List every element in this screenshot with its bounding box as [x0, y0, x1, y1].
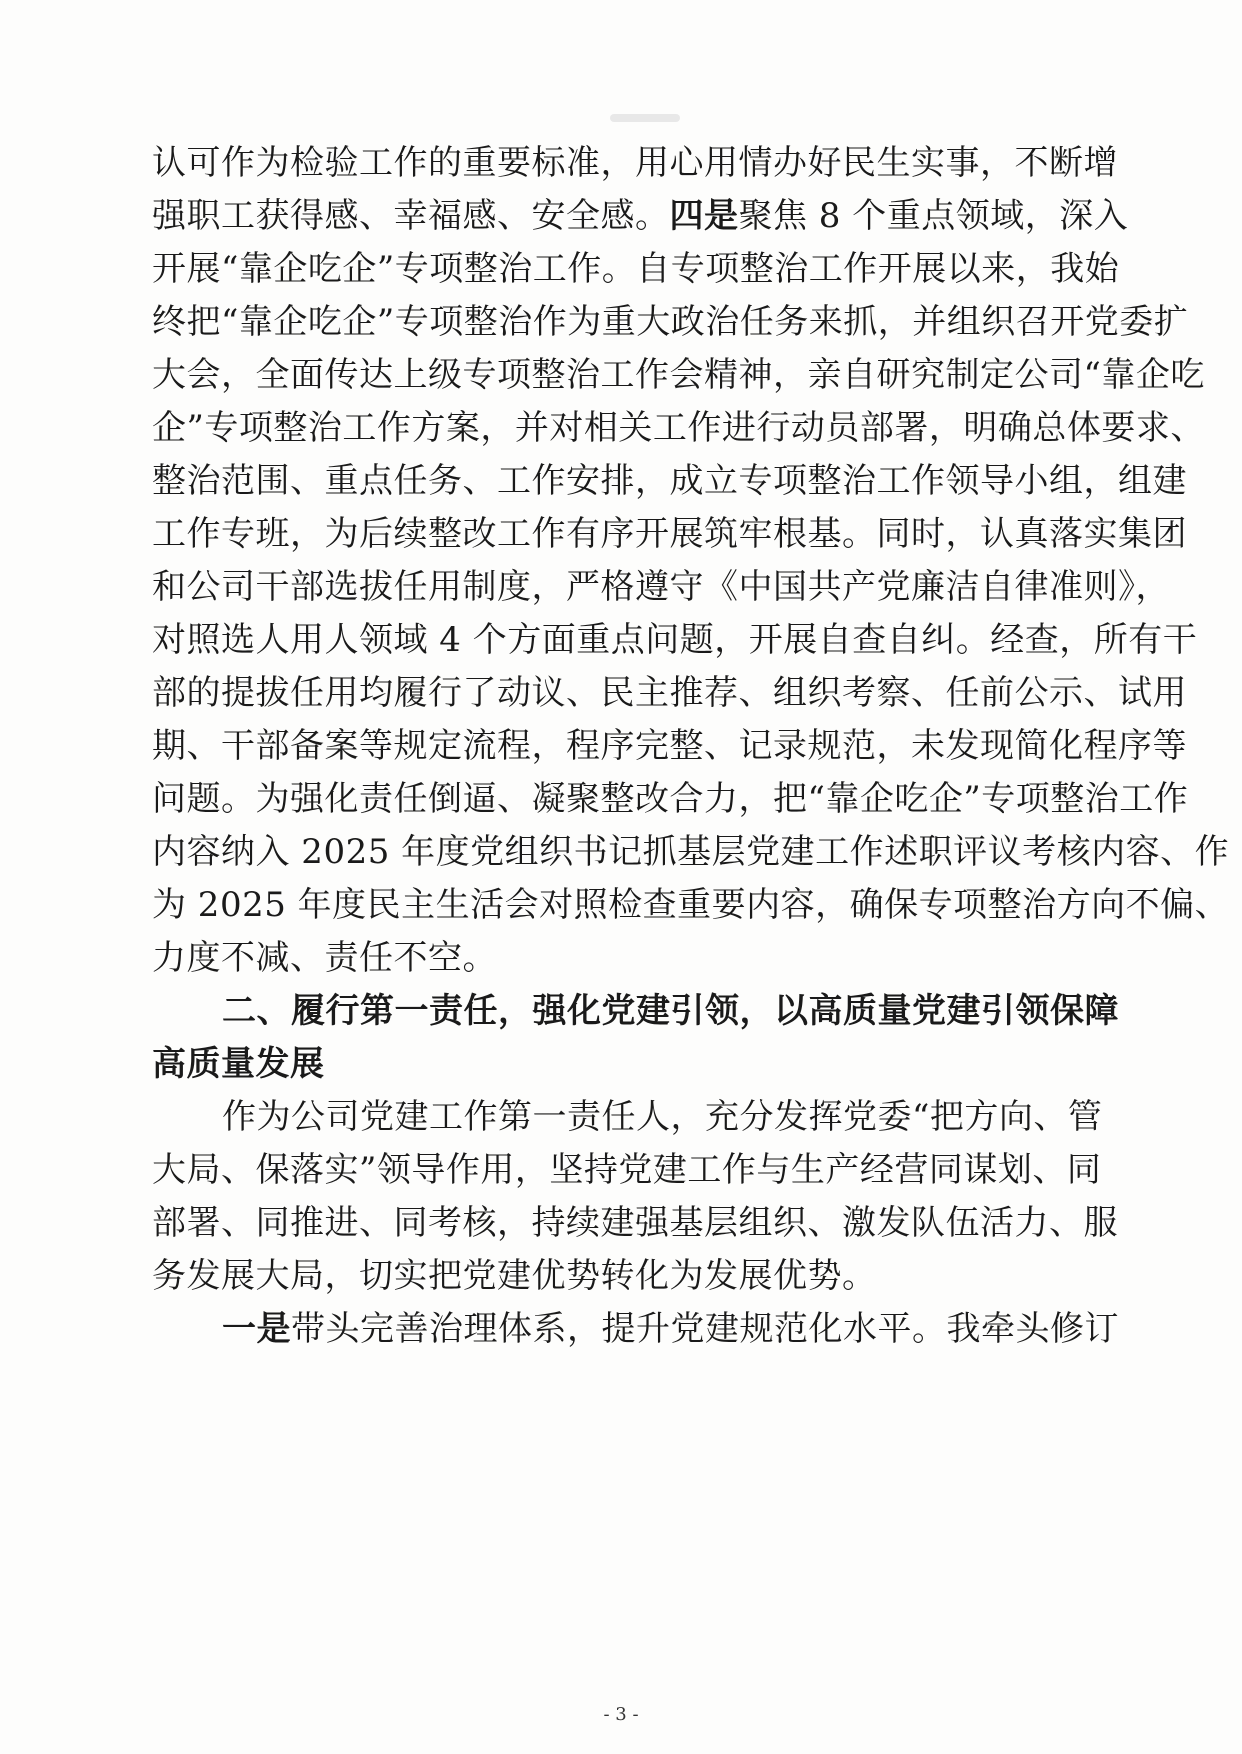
- section-heading-line-1: 二、履行第一责任，强化党建引领，以高质量党建引领保障: [222, 991, 1119, 1031]
- para2-line-2: 大局、保落实”领导作用，坚持党建工作与生产经营同谋划、同: [152, 1150, 1102, 1190]
- body-line-3: 开展“靠企吃企”专项整治工作。自专项整治工作开展以来，我始: [152, 249, 1120, 289]
- body-line-9: 和公司干部选拔任用制度，严格遵守《中国共产党廉洁自律准则》，: [152, 567, 1170, 607]
- body-line-2: [152, 194, 1129, 238]
- body-line-13: 问题。为强化责任倒逼、凝聚整改合力，把“靠企吃企”专项整治工作: [152, 779, 1189, 819]
- body-line-1: 认可作为检验工作的重要标准，用心用情办好民生实事，不断增: [152, 143, 1118, 183]
- body-line-6: 企”专项整治工作方案，并对相关工作进行动员部署，明确总体要求、: [152, 408, 1205, 448]
- body-line-5: 大会，全面传达上级专项整治工作会精神，亲自研究制定公司“靠企吃: [152, 355, 1205, 395]
- body-line-7: 整治范围、重点任务、工作安排，成立专项整治工作领导小组，组建: [152, 461, 1187, 501]
- para2-line-1: 作为公司党建工作第一责任人，充分发挥党委“把方向、管: [222, 1097, 1103, 1137]
- body-line-11: 部的提拔任用均履行了动议、民主推荐、组织考察、任前公示、试用: [152, 673, 1187, 713]
- body-line-16: 力度不减、责任不空。: [152, 938, 497, 978]
- para2-line-4: 务发展大局，切实把党建优势转化为发展优势。: [152, 1256, 877, 1296]
- para3-line-1-rest: 带头完善治理体系，提升党建规范化水平。我牵头修订: [291, 1309, 1119, 1349]
- body-line-2-part-b: 聚焦 8 个重点领域，深入: [738, 196, 1129, 236]
- body-line-10: 对照选人用人领域 4 个方面重点问题，开展自查自纠。经查，所有干: [152, 620, 1198, 660]
- scan-smudge: [610, 114, 680, 122]
- body-line-8: 工作专班，为后续整改工作有序开展筑牢根基。同时，认真落实集团: [152, 514, 1187, 554]
- body-line-4: 终把“靠企吃企”专项整治作为重大政治任务来抓，并组织召开党委扩: [152, 302, 1189, 342]
- body-line-14: 内容纳入 2025 年度党组织书记抓基层党建工作述职评议考核内容、作: [152, 832, 1230, 872]
- para3-line-1: [222, 1307, 1119, 1351]
- body-line-2-part-a: 强职工获得感、幸福感、安全感。: [152, 196, 670, 236]
- body-line-12: 期、干部备案等规定流程，程序完整、记录规范，未发现简化程序等: [152, 726, 1187, 766]
- page-number: - 3 -: [603, 1704, 639, 1725]
- section-heading-line-2: 高质量发展: [152, 1044, 325, 1084]
- emphasis-four: 四是: [669, 196, 739, 236]
- body-line-15: 为 2025 年度民主生活会对照检查重要内容，确保专项整治方向不偏、: [152, 885, 1230, 925]
- emphasis-one: 一是: [222, 1309, 291, 1349]
- para2-line-3: 部署、同推进、同考核，持续建强基层组织、激发队伍活力、服: [152, 1203, 1118, 1243]
